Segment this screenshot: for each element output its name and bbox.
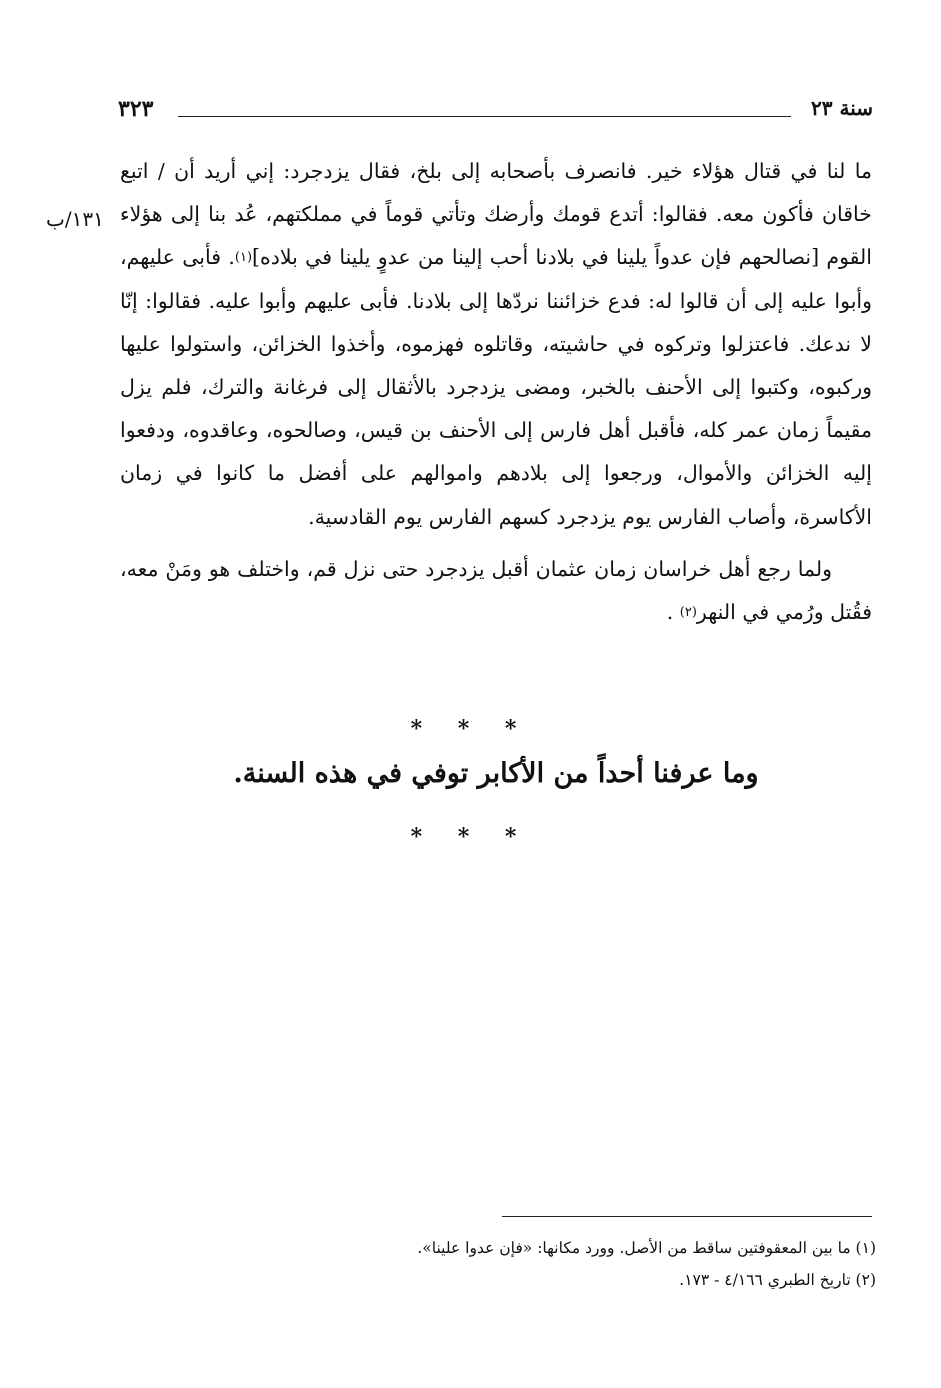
section-separator-bottom: * * * [410,824,531,850]
main-text [120,150,872,634]
text-line: اتبع خاقان فأكون معه. فقالوا: أتدع قومك وأرضك وتأتي قوماً في مملكتهم، عُد بنا إلى [120,159,872,227]
footnote-1: (١) ما بين المعقوفتين ساقط من الأصل. وورد مكانها: «فإن عدوا علينا». [417,1239,876,1257]
text-line: قيس، وصالحوه، وعاقدوه، ودفعوا إليه الخزائن والأموال، ورجعوا إلى بلادهم [120,418,872,486]
text-line: هؤلاء القوم [نصالحهم فإن عدواً يلينا في بلادنا أحب إلينا من عدوٍ يلينا في بلاده] [120,202,872,270]
footnote-ref-1: (١) [234,250,253,266]
manuscript-folio-note: ١٣١/ب [46,207,104,231]
text-line: . [221,245,235,270]
footnote-ref-2: (٢) [679,605,697,621]
text-line: عليه. فقالوا: إنّا لا ندعك. فاعتزلوا وتركوه في حاشيته، وقاتلوه فهزموه، وأخذوا [120,288,872,356]
footnote-divider [502,1216,872,1217]
text-line: ولما رجع أهل خراسان زمان عثمان أقبل يزدجرد حتى نزل قم، واختلف هو ومَنْ [165,556,832,581]
text-line: الفارس يوم القادسية. [308,504,493,529]
closing-statement: وما عرفنا أحداً من الأكابر توفي في هذه السنة. [233,758,759,789]
text-line: ما لنا في قتال هؤلاء خير. فانصرف بأصحابه إلى بلخ، فقال يزدجرد: إني أريد أن / [157,159,872,183]
text-line: واموالهم على أفضل ما كانوا في زمان الأكاسرة، وأصاب الفارس يوم يزدجرد كسهم [120,461,872,529]
text-line: الخزائن، واستولوا عليها وركبوه، وكتبوا إلى الأحنف بالخبر، ومضى يزدجرد بالأثقال [120,331,873,400]
header-rule [178,116,791,117]
text-line: . [666,600,680,625]
section-separator-top: * * * [410,716,531,742]
text-line: معه، فقُتل ورُمي في النهر [120,556,872,625]
running-title: سنة ٢٣ [811,96,873,120]
footnote-2: (٢) تاريخ الطبري ٤/١٦٦ - ١٧٣. [679,1271,876,1289]
paragraph-2 [120,548,872,634]
text-line: فأبى عليهم، وأبوا عليه إلى أن قالوا له: فدع خزائننا نردّها إلى بلادنا. فأبى عليهم وأبوا [120,245,872,313]
footnotes [120,1232,876,1296]
page-number: ٣٢٣ [118,96,154,122]
text-line: إلى فرغانة والترك، فلم يزل مقيماً زمان عمر كله، فأقبل أهل فارس إلى الأحنف بن [120,375,872,443]
page-header [118,96,873,132]
paragraph-1 [120,150,872,539]
